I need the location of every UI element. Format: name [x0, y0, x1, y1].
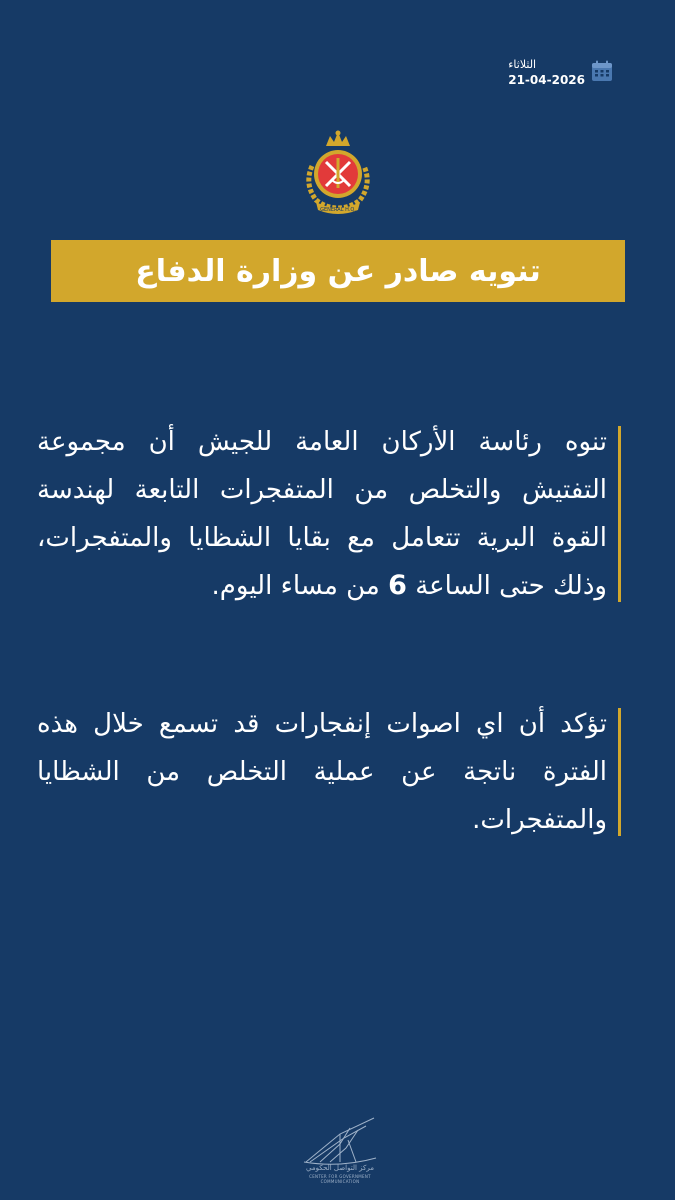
footer-org-arabic: مركز التواصل الحكومي [306, 1164, 374, 1172]
army-emblem-logo [298, 128, 378, 216]
date-day: الثلاثاء [508, 58, 537, 71]
paragraph-1-part-2: من مساء اليوم. [211, 571, 380, 601]
paragraph-1-part-1: تنوه رئاسة الأركان العامة للجيش أن مجموعة التفتيش والتخلص من المتفجرات التابعة لهندسة القوة البرية تتعامل مع بقايا الشظايا والمتفجرات، وذلك حتى الساعة [37, 427, 607, 601]
date-block [508, 58, 613, 88]
date-text [508, 58, 585, 88]
date-value: 21-04-2026 [508, 73, 585, 87]
paragraph-1-hour: 6 [388, 570, 407, 601]
paragraph-1 [37, 418, 621, 610]
paragraph-2-text: تؤكد أن اي اصوات إنفجارات قد تسمع خلال هذه الفترة ناتجة عن عملية التخلص من الشظايا والمتفجرات. [37, 709, 607, 835]
page-title: تنويه صادر عن وزارة الدفاع [135, 253, 541, 289]
calendar-icon [591, 60, 613, 82]
emblem-label: GENERAL H.Q. [320, 207, 356, 213]
footer-org-english: CENTER FOR GOVERNMENT COMMUNICATION [309, 1174, 371, 1184]
paragraph-2 [37, 700, 621, 844]
title-banner [51, 240, 625, 302]
